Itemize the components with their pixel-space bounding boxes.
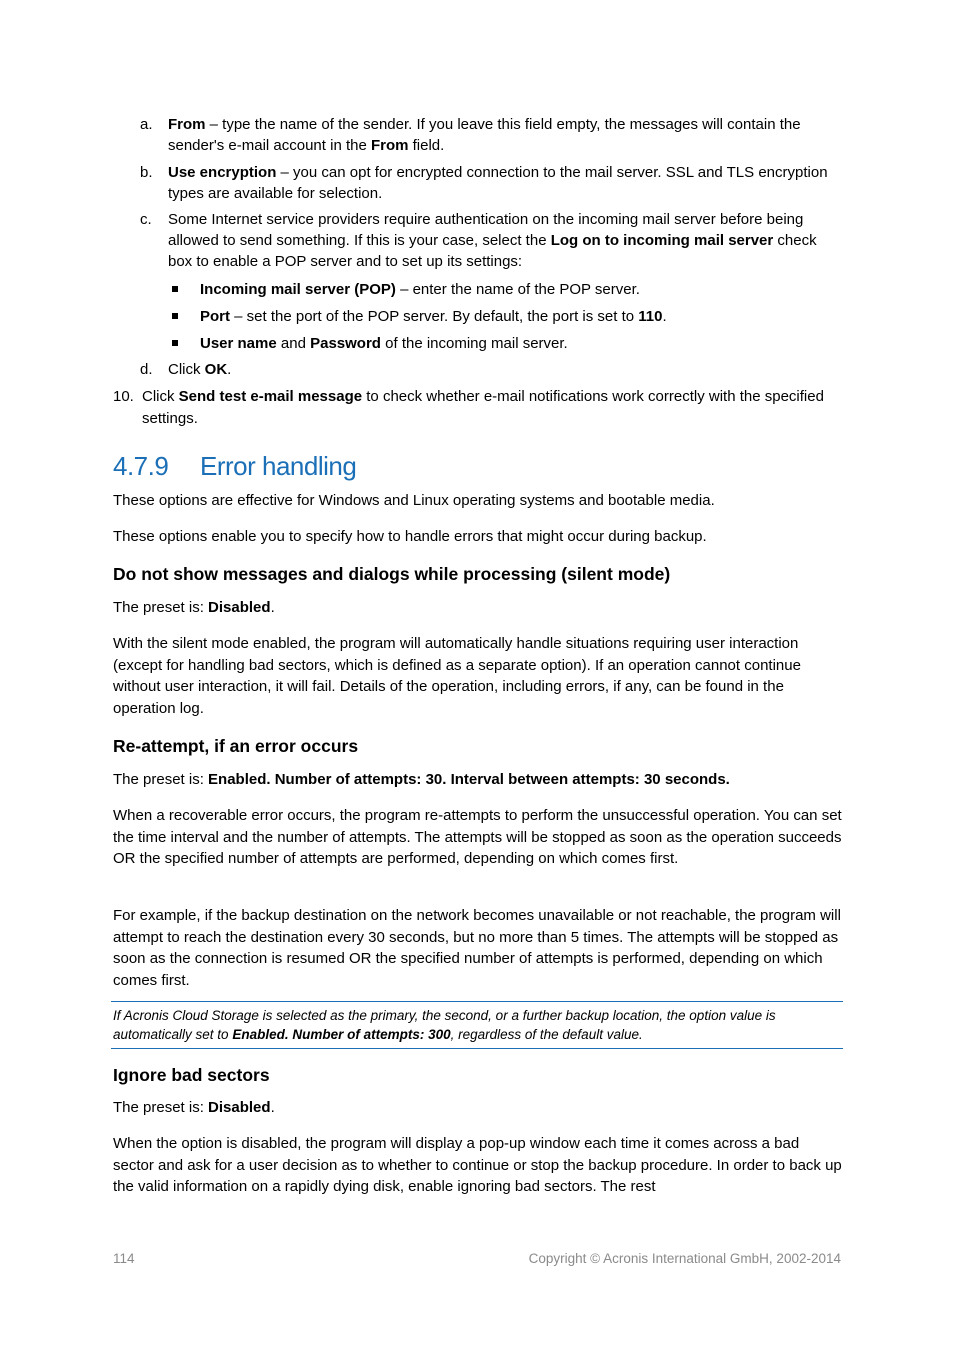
reattempt-body-2: For example, if the backup destination on the network becomes unavailable or not reachable, the program will attempt to reach the destination every 30 seconds, but no more than 5 times. The attempts will be stopped as soon as the connection is resumed OR the specified number of attempts is performed, depending on which comes first. [113, 907, 841, 989]
note-text: If Acronis Cloud Storage is selected as the primary, the second, or a further backup location, the option value is automatically set to Enabled. Number of attempts: 300, regardless of the default value. [113, 1008, 776, 1042]
list-item-text: Click Send test e-mail message to check whether e-mail notifications work correctly with the specified settings. [142, 388, 824, 427]
document-page: a. From – type the name of the sender. If you leave this field empty, the messages will contain the sender's e-mail account in the From field. b. Use encryption – you can opt for encrypted connection to the mail server. SSL and TLS encryption types are available for selection. c. Some Internet service providers require authentication on the incoming mail server before being allowed to send something. If this is your case, select the Log on to incoming mail server check box to enable a POP server and to set up its settings: Incoming mail server (POP) – enter the name of the POP server. Port – set the port of the POP server. By default, the port is set to 110. User name and Password of the incoming mail server. d. Click OK. 10. Click Send test e-mail message to check whether e-mail notifications work correctly with the specified settings. 4.7.9 Error handling These options are effective for Windows and Linux operating systems and bootable media. These options enable you to specify how to handle errors that might occur during backup. Do not show messages and dialogs while processing (silent mode) The preset is: Disabled. With the silent mode enabled, the program will automatically handle situations requiring user interaction (except for handling bad sectors, which is defined as a separate option). If an operation cannot continue without user interaction, it will fail. Details of the operation, including errors, if any, can be found in the operation log. Re-attempt, if an error occurs The preset is: Enabled. Number of attempts: 30. Interval between attempts: 30 seconds. When a recoverable error occurs, the program re-attempts to perform the unsuccessful operation. You can set the time interval and the number of attempts. The attempts will be stopped as soon as the operation succeeds OR the specified number of attempts are performed, depending on which comes first. For example, if the backup destination on the network becomes unavailable or not reachable, the program will attempt to reach the destination every 30 seconds, but no more than 5 times. The attempts will be stopped as soon as the connection is resumed OR the specified number of attempts is performed, depending on which comes first. If Acronis Cloud Storage is selected as the primary, the second, or a further backup location, the option value is automatically set to Enabled. Number of attempts: 300, regardless of the default value. Ignore bad sectors The preset is: Disabled. When the option is disabled, the program will display a pop-up window each time it comes across a bad sector and ask for a user decision as to whether to continue or stop the backup procedure. In order to back up the valid information on a rapidly dying disk, enable ignoring bad sectors. The rest 114 Copyright © Acronis International GmbH, 2002-2014 [113, 116, 842, 1266]
intro-paragraph-2: These options enable you to specify how to handle errors that might occur during backup. [113, 528, 707, 545]
silent-mode-body: With the silent mode enabled, the program will automatically handle situations requiring user interaction (except for handling bad sectors, which is defined as a separate option). If an operation cannot continue without user interaction, it will fail. Details of the operation, including errors, if any, can be found in the operation log. [113, 635, 801, 717]
list-item-text: Some Internet service providers require authentication on the incoming mail server before being allowed to send something. If this is your case, select the Log on to incoming mail server check box to enable a POP server and to set up its settings: [168, 211, 817, 270]
list-marker: d. [140, 361, 153, 378]
bullet-square-icon [172, 286, 178, 292]
bullet-square-icon [172, 340, 178, 346]
reattempt-preset: The preset is: Enabled. Number of attempts: 30. Interval between attempts: 30 seconds. [113, 771, 730, 788]
section-title: Error handling [200, 451, 357, 481]
bad-sectors-preset: The preset is: Disabled. [113, 1099, 275, 1116]
reattempt-heading: Re-attempt, if an error occurs [113, 736, 359, 756]
reattempt-body-1: When a recoverable error occurs, the program re-attempts to perform the unsuccessful operation. You can set the time interval and the number of attempts. The attempts will be stopped as soon as the operation succeeds OR the specified number of attempts are performed, depending on which comes first. [113, 807, 842, 867]
list-item-text: Use encryption – you can opt for encrypted connection to the mail server. SSL and TLS encryption types are available for selection. [168, 164, 828, 202]
list-marker: a. [140, 116, 153, 133]
bad-sectors-body: When the option is disabled, the program will display a pop-up window each time it comes across a bad sector and ask for a user decision as to whether to continue or stop the backup procedure. In order to back up the valid information on a rapidly dying disk, enable ignoring bad sectors. The rest [113, 1135, 842, 1195]
list-marker: b. [140, 164, 153, 181]
silent-mode-heading: Do not show messages and dialogs while processing (silent mode) [113, 564, 671, 584]
list-item-text: Click OK. [168, 361, 232, 378]
section-heading [113, 449, 356, 483]
copyright-text: Copyright © Acronis International GmbH, 2002-2014 [528, 1251, 841, 1266]
section-number: 4.7.9 [113, 451, 169, 481]
intro-paragraph-1: These options are effective for Windows and Linux operating systems and bootable media. [113, 492, 715, 509]
silent-mode-preset: The preset is: Disabled. [113, 599, 275, 616]
page-number: 114 [113, 1251, 135, 1266]
bad-sectors-heading: Ignore bad sectors [113, 1065, 270, 1085]
list-item-text: From – type the name of the sender. If you leave this field empty, the messages will contain the sender's e-mail account in the From field. [168, 116, 801, 154]
bullet-square-icon [172, 313, 178, 319]
list-marker: c. [140, 211, 152, 228]
list-marker: 10. [113, 388, 134, 405]
note-box [111, 1001, 843, 1049]
